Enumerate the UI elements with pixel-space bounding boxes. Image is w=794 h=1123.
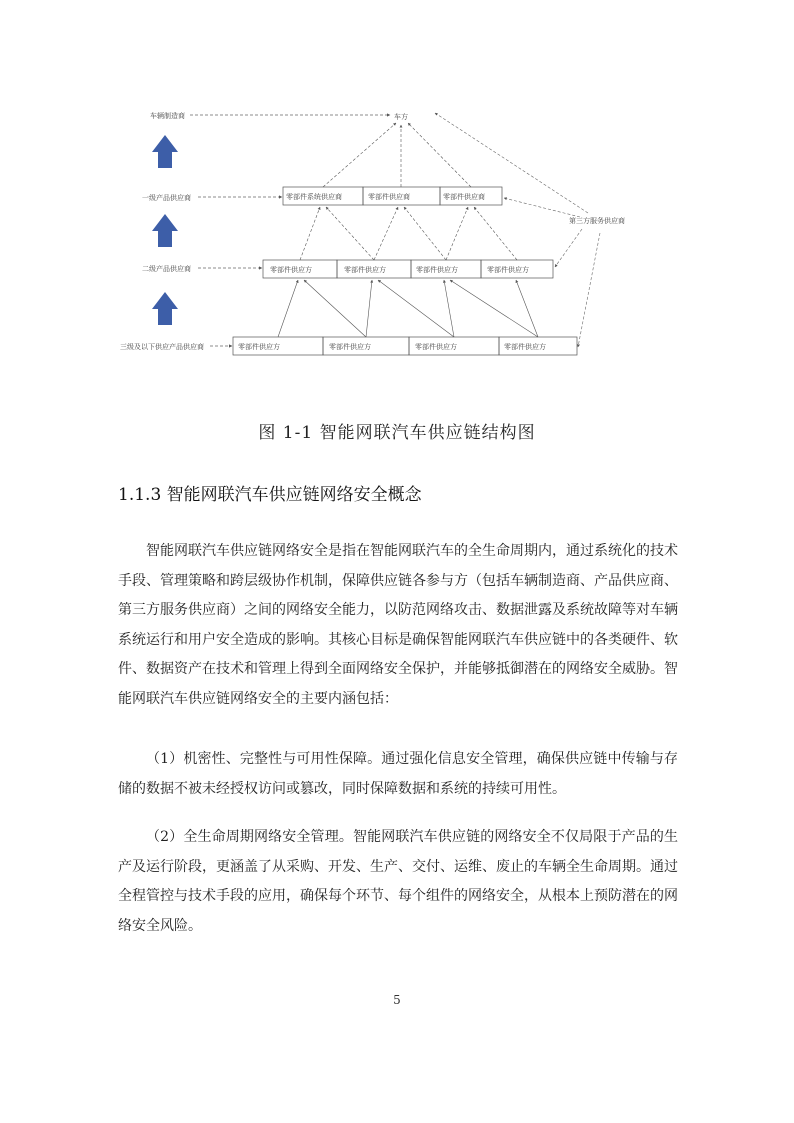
section-heading: 1.1.3 智能网联汽车供应链网络安全概念 — [118, 485, 422, 505]
node-tier1-c: 零部件供应商 — [443, 193, 485, 201]
level-label-l0: 车辆制造商 — [150, 112, 185, 120]
node-third-party: 第三方服务供应商 — [569, 217, 625, 225]
up-arrow-icon — [152, 135, 178, 168]
node-oem: 车方 — [394, 113, 408, 121]
figure-caption: 图 1-1 智能网联汽车供应链结构图 — [258, 423, 536, 443]
level-label-l3: 三级及以下供应产品供应商 — [120, 343, 204, 351]
node-tier2-a: 零部件供应方 — [270, 266, 312, 274]
supply-chain-structure-diagram — [110, 95, 625, 370]
page-number: 5 — [393, 993, 401, 1007]
node-tier2-d: 零部件供应方 — [487, 266, 529, 274]
paragraph-item-1: （1）机密性、完整性与可用性保障。通过强化信息安全管理，确保供应链中传输与存储的数据不被未经授权访问或篡改，同时保障数据和系统的持续可用性。 — [118, 751, 678, 797]
node-tier3-c: 零部件供应方 — [415, 343, 457, 351]
up-arrow-icon — [152, 214, 178, 247]
node-tier1-a: 零部件系统供应商 — [286, 193, 342, 201]
node-tier1-b: 零部件供应商 — [368, 193, 410, 201]
node-tier3-b: 零部件供应方 — [329, 343, 371, 351]
connectors-tier2-tier1 — [300, 207, 517, 260]
node-tier2-b: 零部件供应方 — [344, 266, 386, 274]
node-tier3-d: 零部件供应方 — [504, 343, 546, 351]
up-arrow-icon — [152, 292, 178, 325]
level-label-l1: 一级产品供应商 — [142, 194, 191, 202]
level-label-l2: 二级产品供应商 — [142, 265, 191, 273]
node-tier3-a: 零部件供应方 — [238, 343, 280, 351]
paragraph-item-2: （2）全生命周期网络安全管理。智能网联汽车供应链的网络安全不仅局限于产品的生产及运行阶段，更涵盖了从采购、开发、生产、交付、运维、废止的车辆全生命周期。通过全程管控与技术手段的应用，确保每个环节、每个组件的网络安全，从根本上预防潜在的网络安全风险。 — [118, 829, 678, 934]
connectors-third-party — [435, 113, 600, 347]
connectors-tier1-oem — [323, 123, 471, 187]
node-tier2-c: 零部件供应方 — [416, 266, 458, 274]
paragraph-definition: 智能网联汽车供应链网络安全是指在智能网联汽车的全生命周期内，通过系统化的技术手段、管理策略和跨层级协作机制，保障供应链各参与方（包括车辆制造商、产品供应商、第三方服务供应商）之间的网络安全能力，以防范网络攻击、数据泄露及系统故障等对车辆系统运行和用户安全造成的影响。其核心目标是确保智能网联汽车供应链中的各类硬件、软件、数据资产在技术和管理上得到全面网络安全保护，并能够抵御潜在的网络安全威胁。智能网联汽车供应链网络安全的主要内涵包括： — [118, 543, 678, 707]
connectors-tier3-tier2 — [278, 280, 538, 337]
